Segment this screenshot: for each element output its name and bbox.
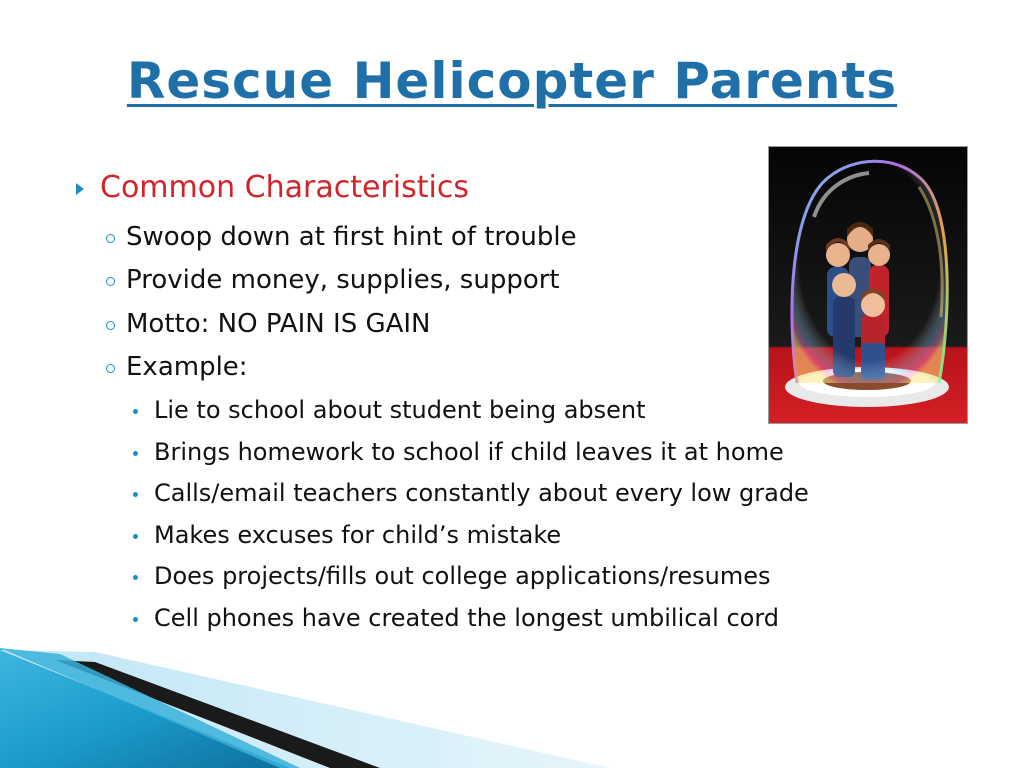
example-item: [133, 438, 784, 466]
slide-title: Rescue Helicopter Parents: [126, 52, 898, 110]
dot-bullet-icon: [133, 451, 138, 456]
heading-common-characteristics: [76, 170, 469, 205]
sub-item: [106, 309, 431, 339]
circle-bullet-icon: [106, 277, 115, 286]
example-item: [133, 479, 809, 507]
example-text: Makes excuses for child’s mistake: [154, 521, 562, 549]
example-item: [133, 521, 561, 549]
sub-item-text: Swoop down at first hint of trouble: [126, 222, 577, 252]
example-text: Cell phones have created the longest umbilical cord: [154, 604, 779, 632]
circle-bullet-icon: [106, 321, 115, 330]
circle-bullet-icon: [106, 364, 115, 373]
children-in-bubble-photo: [768, 146, 968, 424]
example-item: [133, 396, 646, 424]
sub-item: [106, 265, 560, 295]
sub-item: [106, 352, 248, 382]
dot-bullet-icon: [133, 534, 138, 539]
dot-bullet-icon: [133, 617, 138, 622]
triangle-bullet-icon: [76, 183, 84, 195]
example-text: Does projects/fills out college applications/resumes: [154, 562, 771, 590]
example-text: Lie to school about student being absent: [154, 396, 646, 424]
sub-item-text: Motto: NO PAIN IS GAIN: [126, 309, 431, 339]
dot-bullet-icon: [133, 492, 138, 497]
bubble-illustration: [769, 147, 967, 423]
dot-bullet-icon: [133, 575, 138, 580]
sub-item: [106, 222, 577, 252]
circle-bullet-icon: [106, 234, 115, 243]
example-item: [133, 604, 779, 632]
heading-text: Common Characteristics: [100, 170, 469, 205]
dot-bullet-icon: [133, 409, 138, 414]
sub-item-text: Example:: [126, 352, 248, 382]
example-text: Brings homework to school if child leaves it at home: [154, 438, 784, 466]
sub-item-text: Provide money, supplies, support: [126, 265, 560, 295]
example-item: [133, 562, 771, 590]
example-text: Calls/email teachers constantly about every low grade: [154, 479, 809, 507]
